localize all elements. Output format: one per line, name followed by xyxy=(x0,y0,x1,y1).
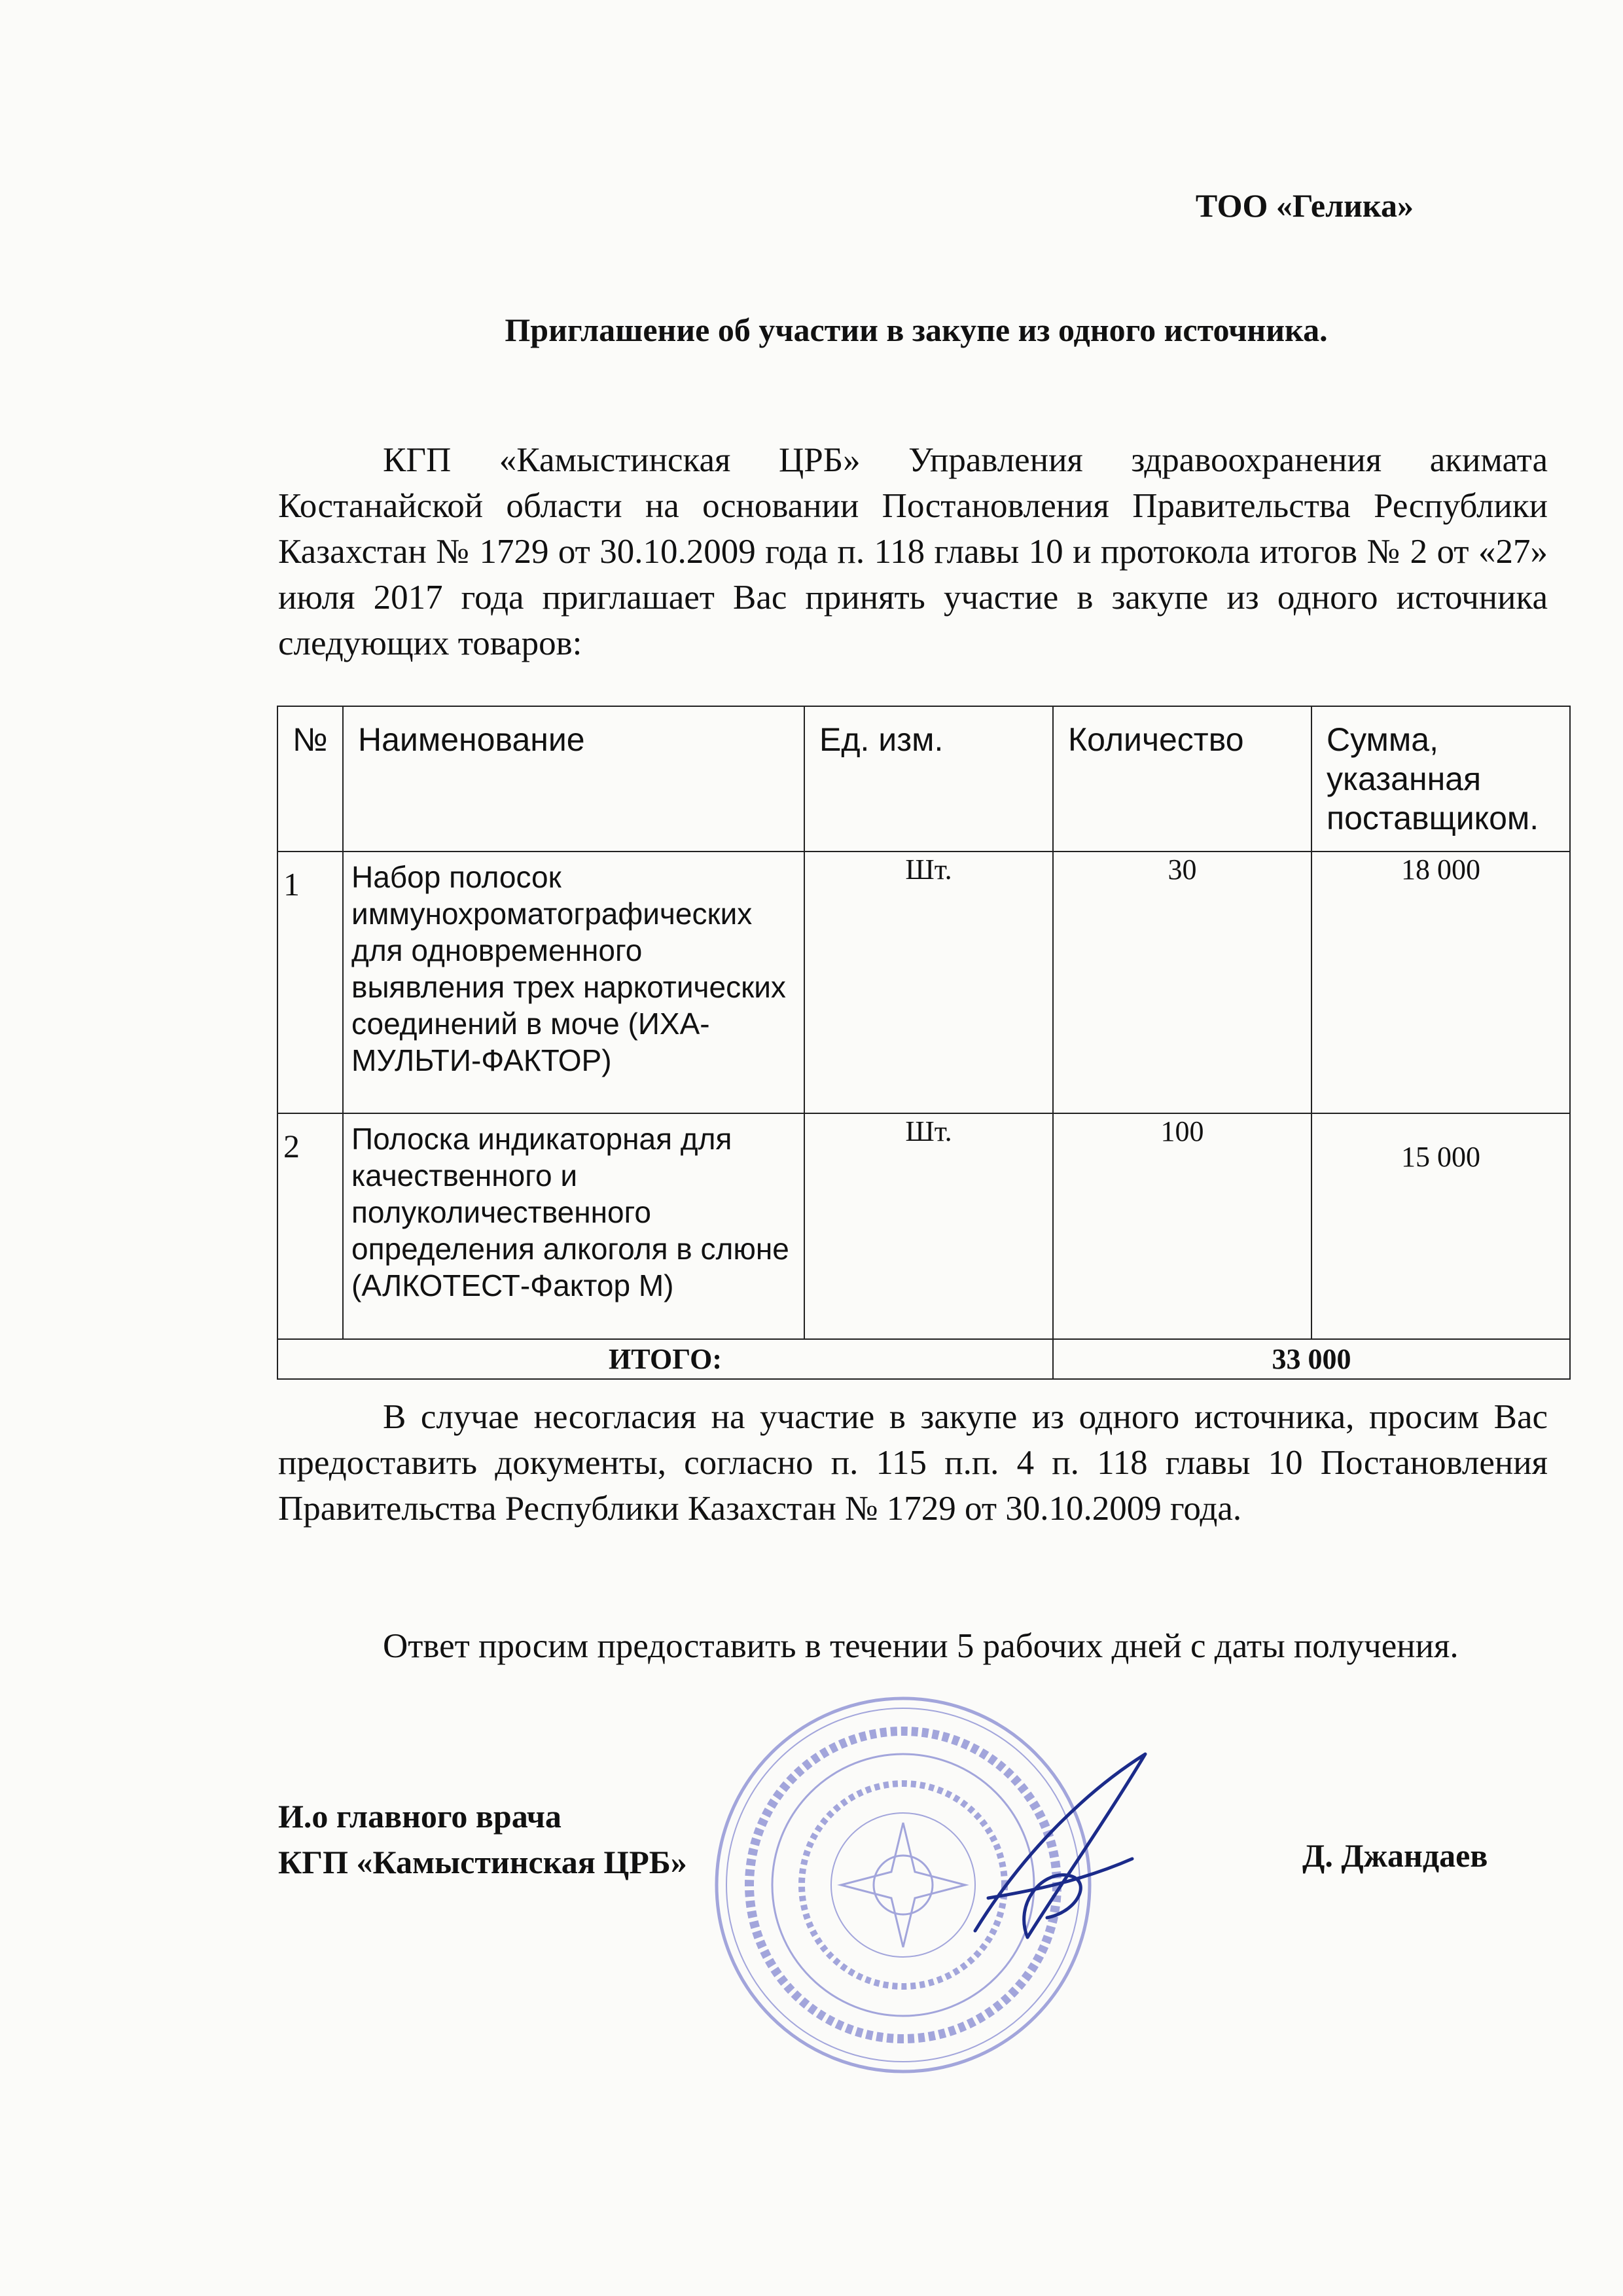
intro-paragraph: КГП «Камыстинская ЦРБ» Управления здравоохранения акимата Костанайской области на основании Постановления Правительства Республики Казахстан № 1729 от 30.10.2009 года п. 118 главы 10 и протокола итогов № 2 от «27» июля 2017 года приглашает Вас принять участие в закупе из одного источника следующих товаров: xyxy=(278,441,1548,662)
signatory-position-line2: КГП «Камыстинская ЦРБ» xyxy=(278,1844,687,1880)
table-row xyxy=(277,1113,1570,1339)
row-number: 1 xyxy=(277,852,343,1113)
document-title: Приглашение об участии в закупе из одного источника. xyxy=(505,312,1328,348)
header-sum: Сумма, указанная поставщиком. xyxy=(1311,706,1570,852)
row-sum: 18 000 xyxy=(1311,852,1570,1113)
row-number: 2 xyxy=(277,1113,343,1339)
table-header-row xyxy=(277,706,1570,852)
refusal-paragraph: В случае несогласия на участие в закупе из одного источника, просим Вас предоставить документы, согласно п. 115 п.п. 4 п. 118 главы 10 Постановления Правительства Республики Казахстан № 1729 от 30.10.2009 года. xyxy=(278,1398,1548,1528)
handwritten-signature xyxy=(949,1741,1165,1950)
header-number: № xyxy=(277,706,343,852)
header-quantity: Количество xyxy=(1053,706,1311,852)
row-quantity: 30 xyxy=(1053,852,1311,1113)
signatory-position-line1: И.о главного врача xyxy=(278,1798,562,1835)
total-row xyxy=(277,1339,1570,1379)
row-unit: Шт. xyxy=(804,852,1053,1113)
signatory-position xyxy=(278,1793,687,1885)
table-row xyxy=(277,852,1570,1113)
recipient-name: ТОО «Гелика» xyxy=(1195,187,1414,224)
total-label: ИТОГО: xyxy=(277,1339,1053,1379)
row-name: Набор полосок иммунохроматографических для одновременного выявления трех наркотических соединений в моче (ИХА-МУЛЬТИ-ФАКТОР) xyxy=(343,852,804,1113)
row-name: Полоска индикаторная для качественного и полуколичественного определения алкоголя в слюне (АЛКОТЕСТ-Фактор М) xyxy=(343,1113,804,1339)
total-value: 33 000 xyxy=(1053,1339,1570,1379)
header-unit: Ед. изм. xyxy=(804,706,1053,852)
header-name: Наименование xyxy=(343,706,804,852)
row-quantity: 100 xyxy=(1053,1113,1311,1339)
goods-table xyxy=(277,706,1571,1380)
answer-paragraph: Ответ просим предоставить в течении 5 рабочих дней с даты получения. xyxy=(383,1627,1459,1665)
row-unit: Шт. xyxy=(804,1113,1053,1339)
row-sum: 15 000 xyxy=(1311,1113,1570,1339)
signatory-name: Д. Джандаев xyxy=(1302,1837,1488,1874)
